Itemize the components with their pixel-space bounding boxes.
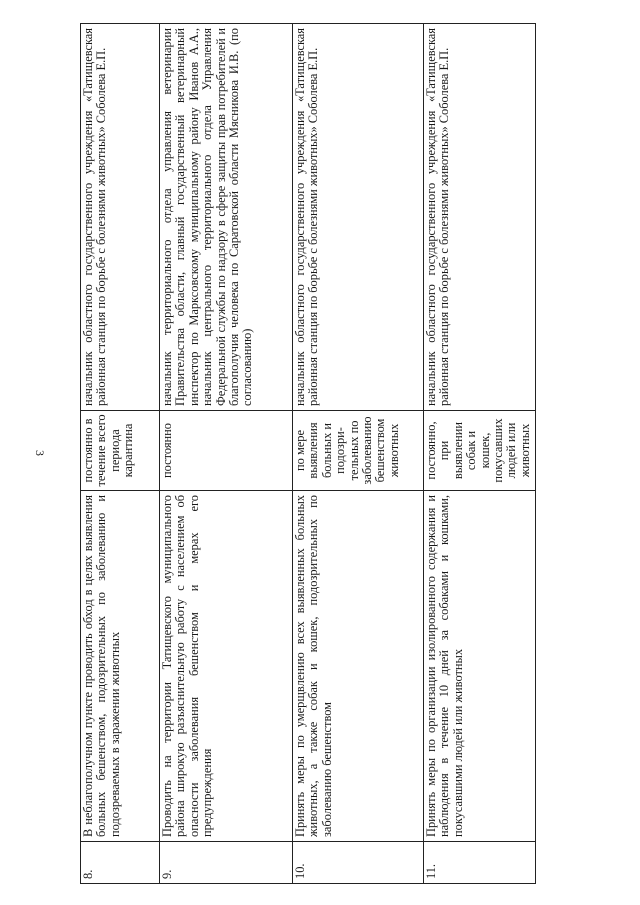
page-number: 3 — [33, 450, 47, 456]
measure-cell: В неблагополучном пункте проводить обход в целях выявления больных бешенством, подозрительных по заболеванию и подозреваемых в заражении животных — [81, 491, 160, 842]
row-number: 8. — [81, 842, 160, 884]
table-row — [81, 24, 160, 884]
responsible-cell: начальник областного государственного учреждения «Татищевская районная станция по борьбе с болезнями животных» Соболева Е.П. — [81, 24, 160, 411]
term-cell: по мере выявления больных и подозри-тельных по заболеванию бешенством животных — [293, 411, 424, 491]
row-number: 10. — [293, 842, 424, 884]
term-cell: постоянно в течение всего периода карантина — [81, 411, 160, 491]
measure-cell: Принять меры по умерщвлению всех выявленных больных животных, а также собак и кошек, подозрительных по заболеванию бешенством — [293, 491, 424, 842]
term-cell: постоянно, при выявлении собак и кошек, покусавших людей или животных — [424, 411, 536, 491]
table-row — [424, 24, 536, 884]
table-row — [293, 24, 424, 884]
rotated-page-content — [80, 24, 532, 884]
table-row — [160, 24, 293, 884]
measure-cell: Принять меры по организации изолированного содержания и наблюдения в течение 10 дней за собаками и кошками, покусавшими людей или животных — [424, 491, 536, 842]
responsible-cell: начальник областного государственного учреждения «Татищевская районная станция по борьбе с болезнями животных» Соболева Е.П. — [424, 24, 536, 411]
measure-cell: Проводить на территории Татищевского муниципального района широкую разъяснительную работу с населением об опасности заболевания бешенством и мерах его предупреждения — [160, 491, 293, 842]
row-number: 11. — [424, 842, 536, 884]
row-number: 9. — [160, 842, 293, 884]
term-cell: постоянно — [160, 411, 293, 491]
responsible-cell: начальник территориального отдела управления ветеринарии Правительства области, главный государственный ветеринарный инспектор по Марксовскому муниципальному району Иванов А.А., начальник центрального территориального отдела Управления Федеральной службы по надзору в сфере защиты прав потребителей и благополучия человека по Саратовской области Мясникова И.В. (по согласованию) — [160, 24, 293, 411]
responsible-cell: начальник областного государственного учреждения «Татищевская районная станция по борьбе с болезнями животных» Соболева Е.П. — [293, 24, 424, 411]
measures-table — [80, 23, 536, 884]
